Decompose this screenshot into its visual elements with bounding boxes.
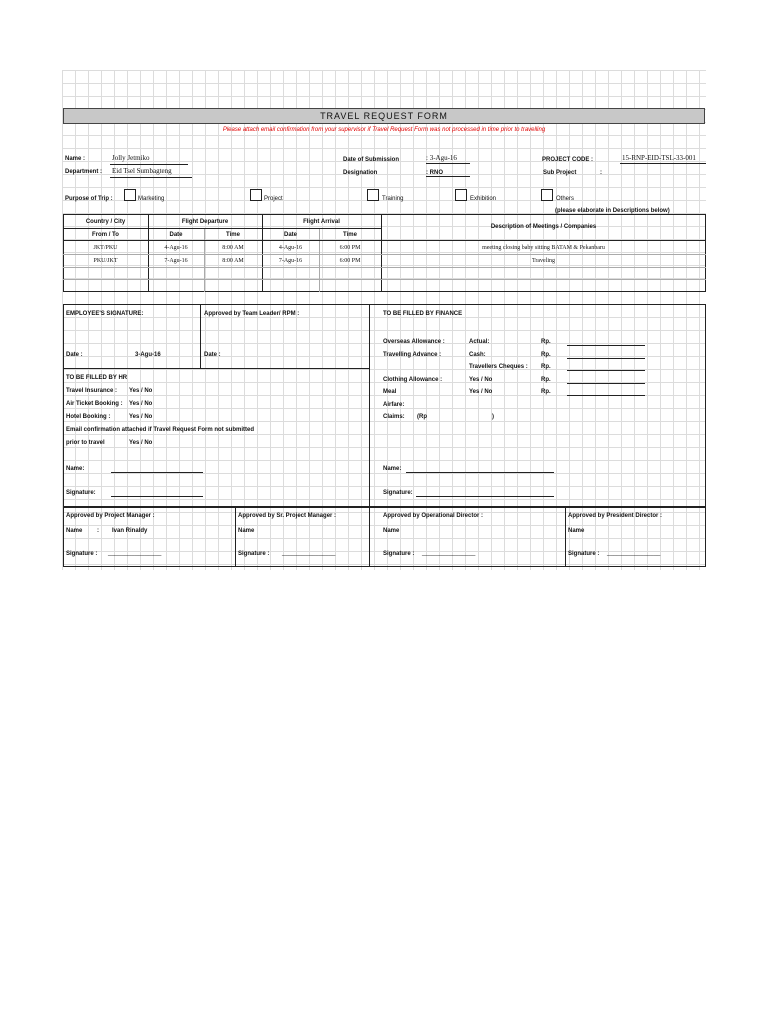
od-signature-line[interactable]: ________________ [422, 550, 476, 556]
row1-dep-time[interactable]: 8:00 AM [222, 245, 244, 251]
od-signature-label: Signature : [383, 551, 415, 557]
pd-signature-line[interactable]: ________________ [607, 550, 661, 556]
others-label: Others [556, 196, 575, 202]
project-checkbox[interactable] [250, 189, 262, 201]
rp-actual: Rp. [541, 339, 551, 345]
od-name-label: Name [383, 528, 400, 534]
description-header: Description of Meetings / Companies [490, 224, 597, 230]
row2-desc[interactable]: Traveling [531, 258, 556, 264]
hr-title: TO BE FILLED BY HR [66, 375, 128, 381]
arr-time-header: Time [343, 232, 357, 238]
hr-name-label: Name: [66, 466, 85, 472]
project-code-label: PROJECT CODE : [542, 157, 594, 163]
row1-route[interactable]: JKT/PKU [93, 245, 118, 251]
approved-pd-label: Approved by President Director : [568, 513, 663, 519]
airfare-label: Airfare: [383, 402, 405, 408]
meal-amount-line[interactable] [567, 395, 645, 396]
hotel-booking-yes-no[interactable]: Yes / No [129, 414, 153, 420]
exhibition-label: Exhibition [470, 196, 497, 202]
approved-team-leader-label: Approved by Team Leader/ RPM : [204, 311, 300, 317]
row2-dep-date[interactable]: 7-Agu-16 [164, 258, 188, 264]
prior-to-travel-label: prior to travel [66, 440, 105, 446]
clothing-amount-line[interactable] [567, 383, 645, 384]
employee-signature-label: EMPLOYEE'S SIGNATURE: [66, 311, 144, 317]
pm-signature-line[interactable]: ________________ [108, 550, 162, 556]
spm-signature-label: Signature : [238, 551, 270, 557]
travel-insurance-label: Travel Insurance : [66, 388, 118, 394]
dep-time-header: Time [226, 232, 240, 238]
pd-name-label: Name [568, 528, 585, 534]
sub-project-colon: : [600, 170, 602, 176]
meal-yes-no[interactable]: Yes / No [469, 389, 493, 395]
employee-date-value[interactable]: 3-Agu-16 [135, 352, 161, 358]
purpose-note: (please elaborate in Descriptions below) [555, 208, 670, 214]
rp-meal: Rp. [541, 389, 551, 395]
actual-label: Actual: [469, 339, 490, 345]
email-confirmation-yes-no[interactable]: Yes / No [129, 440, 153, 446]
from-to-header: From / To [92, 232, 119, 238]
cash-amount-line[interactable] [567, 358, 645, 359]
spm-signature-line[interactable]: ________________ [282, 550, 336, 556]
country-city-header: Country / City [85, 219, 126, 225]
cheques-amount-line[interactable] [567, 370, 645, 371]
row2-arr-time[interactable]: 6:00 PM [339, 258, 361, 264]
row2-route[interactable]: PKU/JKT [93, 258, 118, 264]
sub-project-label: Sub Project [543, 170, 577, 176]
finance-signature-label: Signature: [383, 490, 413, 496]
employee-date-label: Date : [66, 352, 83, 358]
finance-name-line[interactable] [406, 472, 554, 473]
project-code-value[interactable]: 15-RNP-EID-TSL-33-001 [622, 154, 696, 162]
row2-dep-time[interactable]: 8:00 AM [222, 258, 244, 264]
hotel-booking-label: Hotel Booking : [66, 414, 111, 420]
training-label: Training [382, 196, 404, 202]
pm-signature-label: Signature : [66, 551, 98, 557]
name-value[interactable]: Jolly Jetmiko [112, 154, 150, 162]
name-label: Name : [65, 156, 86, 162]
project-code-underline [620, 163, 706, 164]
pd-signature-label: Signature : [568, 551, 600, 557]
flight-departure-header: Flight Departure [181, 219, 229, 225]
claims-close: ) [492, 414, 494, 420]
department-label: Department : [65, 169, 103, 175]
row2-arr-date[interactable]: 7-Agu-16 [278, 258, 303, 264]
department-value[interactable]: Eid Tsel Sumbagteng [112, 167, 172, 175]
pm-name-value[interactable]: Ivan Rinaldy [112, 528, 148, 534]
exhibition-checkbox[interactable] [455, 189, 467, 201]
form-notice: Please attach email confirmation from your supervisor if Travel Request Form was not processed in time prior to travelling [222, 127, 546, 133]
form-title: TRAVEL REQUEST FORM [63, 108, 705, 124]
marketing-checkbox[interactable] [124, 189, 136, 201]
cash-label: Cash: [469, 352, 486, 358]
finance-title: TO BE FILLED BY FINANCE [383, 311, 463, 317]
travel-insurance-yes-no[interactable]: Yes / No [129, 388, 153, 394]
rp-cash: Rp. [541, 352, 551, 358]
air-ticket-label: Air Ticket Booking : [66, 401, 123, 407]
purpose-label: Purpose of Trip : [65, 196, 113, 202]
team-leader-date-label: Date : [204, 352, 221, 358]
row1-arr-date[interactable]: 4-Agu-16 [278, 245, 303, 251]
designation-underline [426, 176, 470, 177]
marketing-label: Marketing [138, 196, 165, 202]
name-underline [110, 164, 188, 165]
clothing-allowance-label: Clothing Allowance : [383, 377, 443, 383]
training-checkbox[interactable] [367, 189, 379, 201]
date-submission-label: Date of Submission [343, 157, 400, 163]
spm-name-label: Name [238, 528, 255, 534]
row1-desc[interactable]: meeting closing baby sitting BATAM & Pekanbaru [482, 245, 605, 251]
date-submission-value[interactable]: : 3-Agu-16 [426, 154, 457, 162]
hr-name-line[interactable] [111, 472, 203, 473]
arr-date-header: Date [283, 232, 297, 238]
date-submission-underline [426, 163, 470, 164]
clothing-yes-no[interactable]: Yes / No [469, 377, 493, 383]
hr-signature-line[interactable] [111, 496, 203, 497]
claims-rp: (Rp [417, 414, 427, 420]
approved-pm-label: Approved by Project Manager : [66, 513, 155, 519]
rp-cheques: Rp. [541, 364, 551, 370]
dep-date-header: Date [169, 232, 183, 238]
travellers-cheques-label: Travellers Cheques : [469, 364, 528, 370]
designation-label: Designation [343, 170, 378, 176]
project-label: Project [264, 196, 283, 202]
approved-spm-label: Approved by Sr. Project Manager : [238, 513, 337, 519]
approved-od-label: Approved by Operational Director : [383, 513, 484, 519]
meal-label: Meal [383, 389, 397, 395]
finance-name-label: Name: [383, 466, 402, 472]
flight-arrival-header: Flight Arrival [303, 219, 340, 225]
department-underline [110, 177, 192, 178]
actual-amount-line[interactable] [567, 345, 645, 346]
email-confirmation-label: Email confirmation attached if Travel Request Form not submitted [66, 427, 255, 433]
pm-name-label: Name [66, 528, 83, 534]
others-checkbox[interactable] [541, 189, 553, 201]
overseas-allowance-label: Overseas Allowance : [383, 339, 445, 345]
hr-signature-label: Signature: [66, 490, 96, 496]
rp-clothing: Rp. [541, 377, 551, 383]
row1-dep-date[interactable]: 4-Agu-16 [164, 245, 188, 251]
air-ticket-yes-no[interactable]: Yes / No [129, 401, 153, 407]
travelling-advance-label: Travelling Advance : [383, 352, 442, 358]
row1-arr-time[interactable]: 6:00 PM [339, 245, 361, 251]
pm-name-colon: : [97, 528, 99, 534]
claims-label: Claims: [383, 414, 405, 420]
designation-value[interactable]: : RNO [426, 170, 443, 176]
finance-signature-line[interactable] [416, 496, 554, 497]
